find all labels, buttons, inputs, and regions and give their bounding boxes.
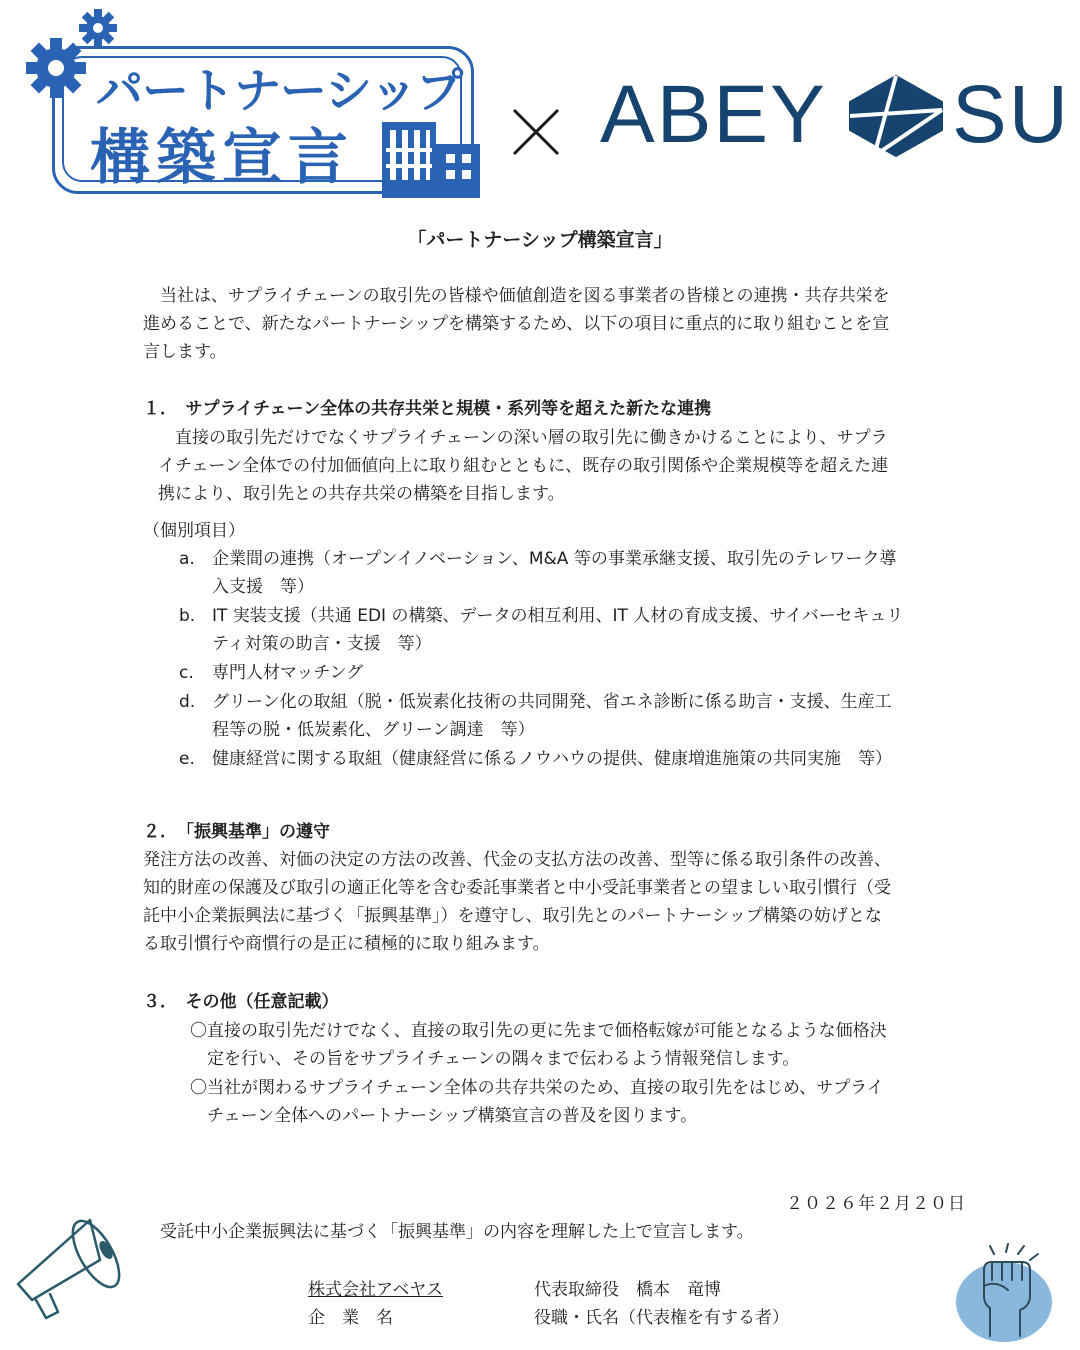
section3-heading: ３． その他（任意記載） (143, 992, 339, 1012)
representative-label: 役職・氏名（代表権を有する者） (534, 1308, 789, 1328)
item-c-line-1: 専門人材マッチング (212, 663, 364, 683)
section1-body-2: イチェーン全体での付加価値向上に取り組むとともに、既存の取引関係や企業規模等を超えた連 (158, 456, 889, 476)
intro-line-2: 進めることで、新たなパートナーシップを構築するため、以下の項目に重点的に取り組むことを宣 (143, 314, 890, 334)
section2-body-1: 発注方法の改善、対価の決定の方法の改善、代金の支払方法の改善、型等に係る取引条件の改善、 (143, 850, 891, 870)
logo-line2: 構築宣言 (90, 123, 354, 193)
section1-heading: １． サプライチェーン全体の共存共栄と規模・系列等を超えた新たな連携 (143, 399, 712, 419)
section1-body-1: 直接の取引先だけでなくサプライチェーンの深い層の取引先に働きかけることにより、サプラ (158, 428, 888, 448)
representative-name: 代表取締役 橋本 竜博 (534, 1280, 721, 1300)
item-b-marker: b. (179, 606, 196, 626)
company-logo (600, 69, 1070, 160)
section3-item2-line-1: 〇当社が関わるサプライチェーン全体の共存共栄のため、直接の取引先をはじめ、サプライ (190, 1078, 884, 1098)
section2-body-2: 知的財産の保護及び取引の適正化等を含む委託事業者と中小受託事業者との望ましい取引慣行（受 (143, 878, 891, 898)
section1-body-3: 携により、取引先との共存共栄の構築を目指します。 (158, 484, 565, 504)
company-logo-right: SU (952, 69, 1070, 160)
raised-fist-icon (950, 1240, 1060, 1350)
item-d-marker: d. (179, 692, 196, 712)
item-b-line-2: ティ対策の助言・支援 等） (212, 634, 432, 654)
company-name: 株式会社アベヤス (308, 1280, 443, 1300)
section2-heading: ２． 「振興基準」の遵守 (143, 822, 330, 842)
section1-subheading: （個別項目） (143, 521, 245, 541)
pledge-statement: 受託中小企業振興法に基づく「振興基準」の内容を理解した上で宣言します。 (160, 1222, 754, 1242)
item-a-line-2: 入支援 等） (212, 577, 314, 597)
section3-item2-line-2: チェーン全体へのパートナーシップ構築宣言の普及を図ります。 (190, 1106, 698, 1126)
company-name-label: 企 業 名 (308, 1308, 393, 1328)
document-title: 「パートナーシップ構築宣言」 (407, 229, 673, 251)
item-e-line-1: 健康経営に関する取組（健康経営に係るノウハウの提供、健康増進施策の共同実施 等） (212, 749, 892, 769)
item-a-marker: a. (179, 549, 195, 569)
item-d-line-2: 程等の脱・低炭素化、グリーン調達 等） (212, 720, 535, 740)
hexagon-mark-icon (844, 74, 948, 158)
item-c-marker: c. (179, 663, 194, 683)
item-d-line-1: グリーン化の取組（脱・低炭素化技術の共同開発、省エネ診断に係る助言・支援、生産工 (212, 692, 892, 712)
section3-item1-line-1: 〇直接の取引先だけでなく、直接の取引先の更に先まで価格転嫁が可能となるような価格決 (190, 1021, 887, 1041)
intro-line-3: 言します。 (143, 342, 227, 362)
item-a-line-1: 企業間の連携（オープンイノベーション、M&A 等の事業承継支援、取引先のテレワーク導 (212, 549, 897, 569)
section3-item1-line-2: 定を行い、その旨をサプライチェーンの隅々まで伝わるよう情報発信します。 (190, 1049, 800, 1069)
logo-line1: パートナーシップ (96, 64, 463, 119)
declaration-date: ２０２６年２月２０日 (786, 1194, 966, 1214)
section2-body-3: 託中小企業振興法に基づく「振興基準」）を遵守し、取引先とのパートナーシップ構築の妨げとな (143, 906, 882, 926)
intro-line-1: 当社は、サプライチェーンの取引先の皆様や価値創造を図る事業者の皆様との連携・共存共栄を (143, 286, 890, 306)
partnership-declaration-logo (14, 6, 484, 192)
times-icon (508, 104, 564, 160)
building-icon (376, 118, 486, 198)
company-logo-left: ABEY (600, 69, 827, 160)
item-b-line-1: IT 実装支援（共通 EDI の構築、データの相互利用、IT 人材の育成支援、サイバーセキュリ (212, 606, 904, 626)
section2-body-4: る取引慣行や商慣行の是正に積極的に取り組みます。 (143, 934, 550, 954)
item-e-marker: e. (179, 749, 195, 769)
megaphone-icon (8, 1212, 130, 1324)
